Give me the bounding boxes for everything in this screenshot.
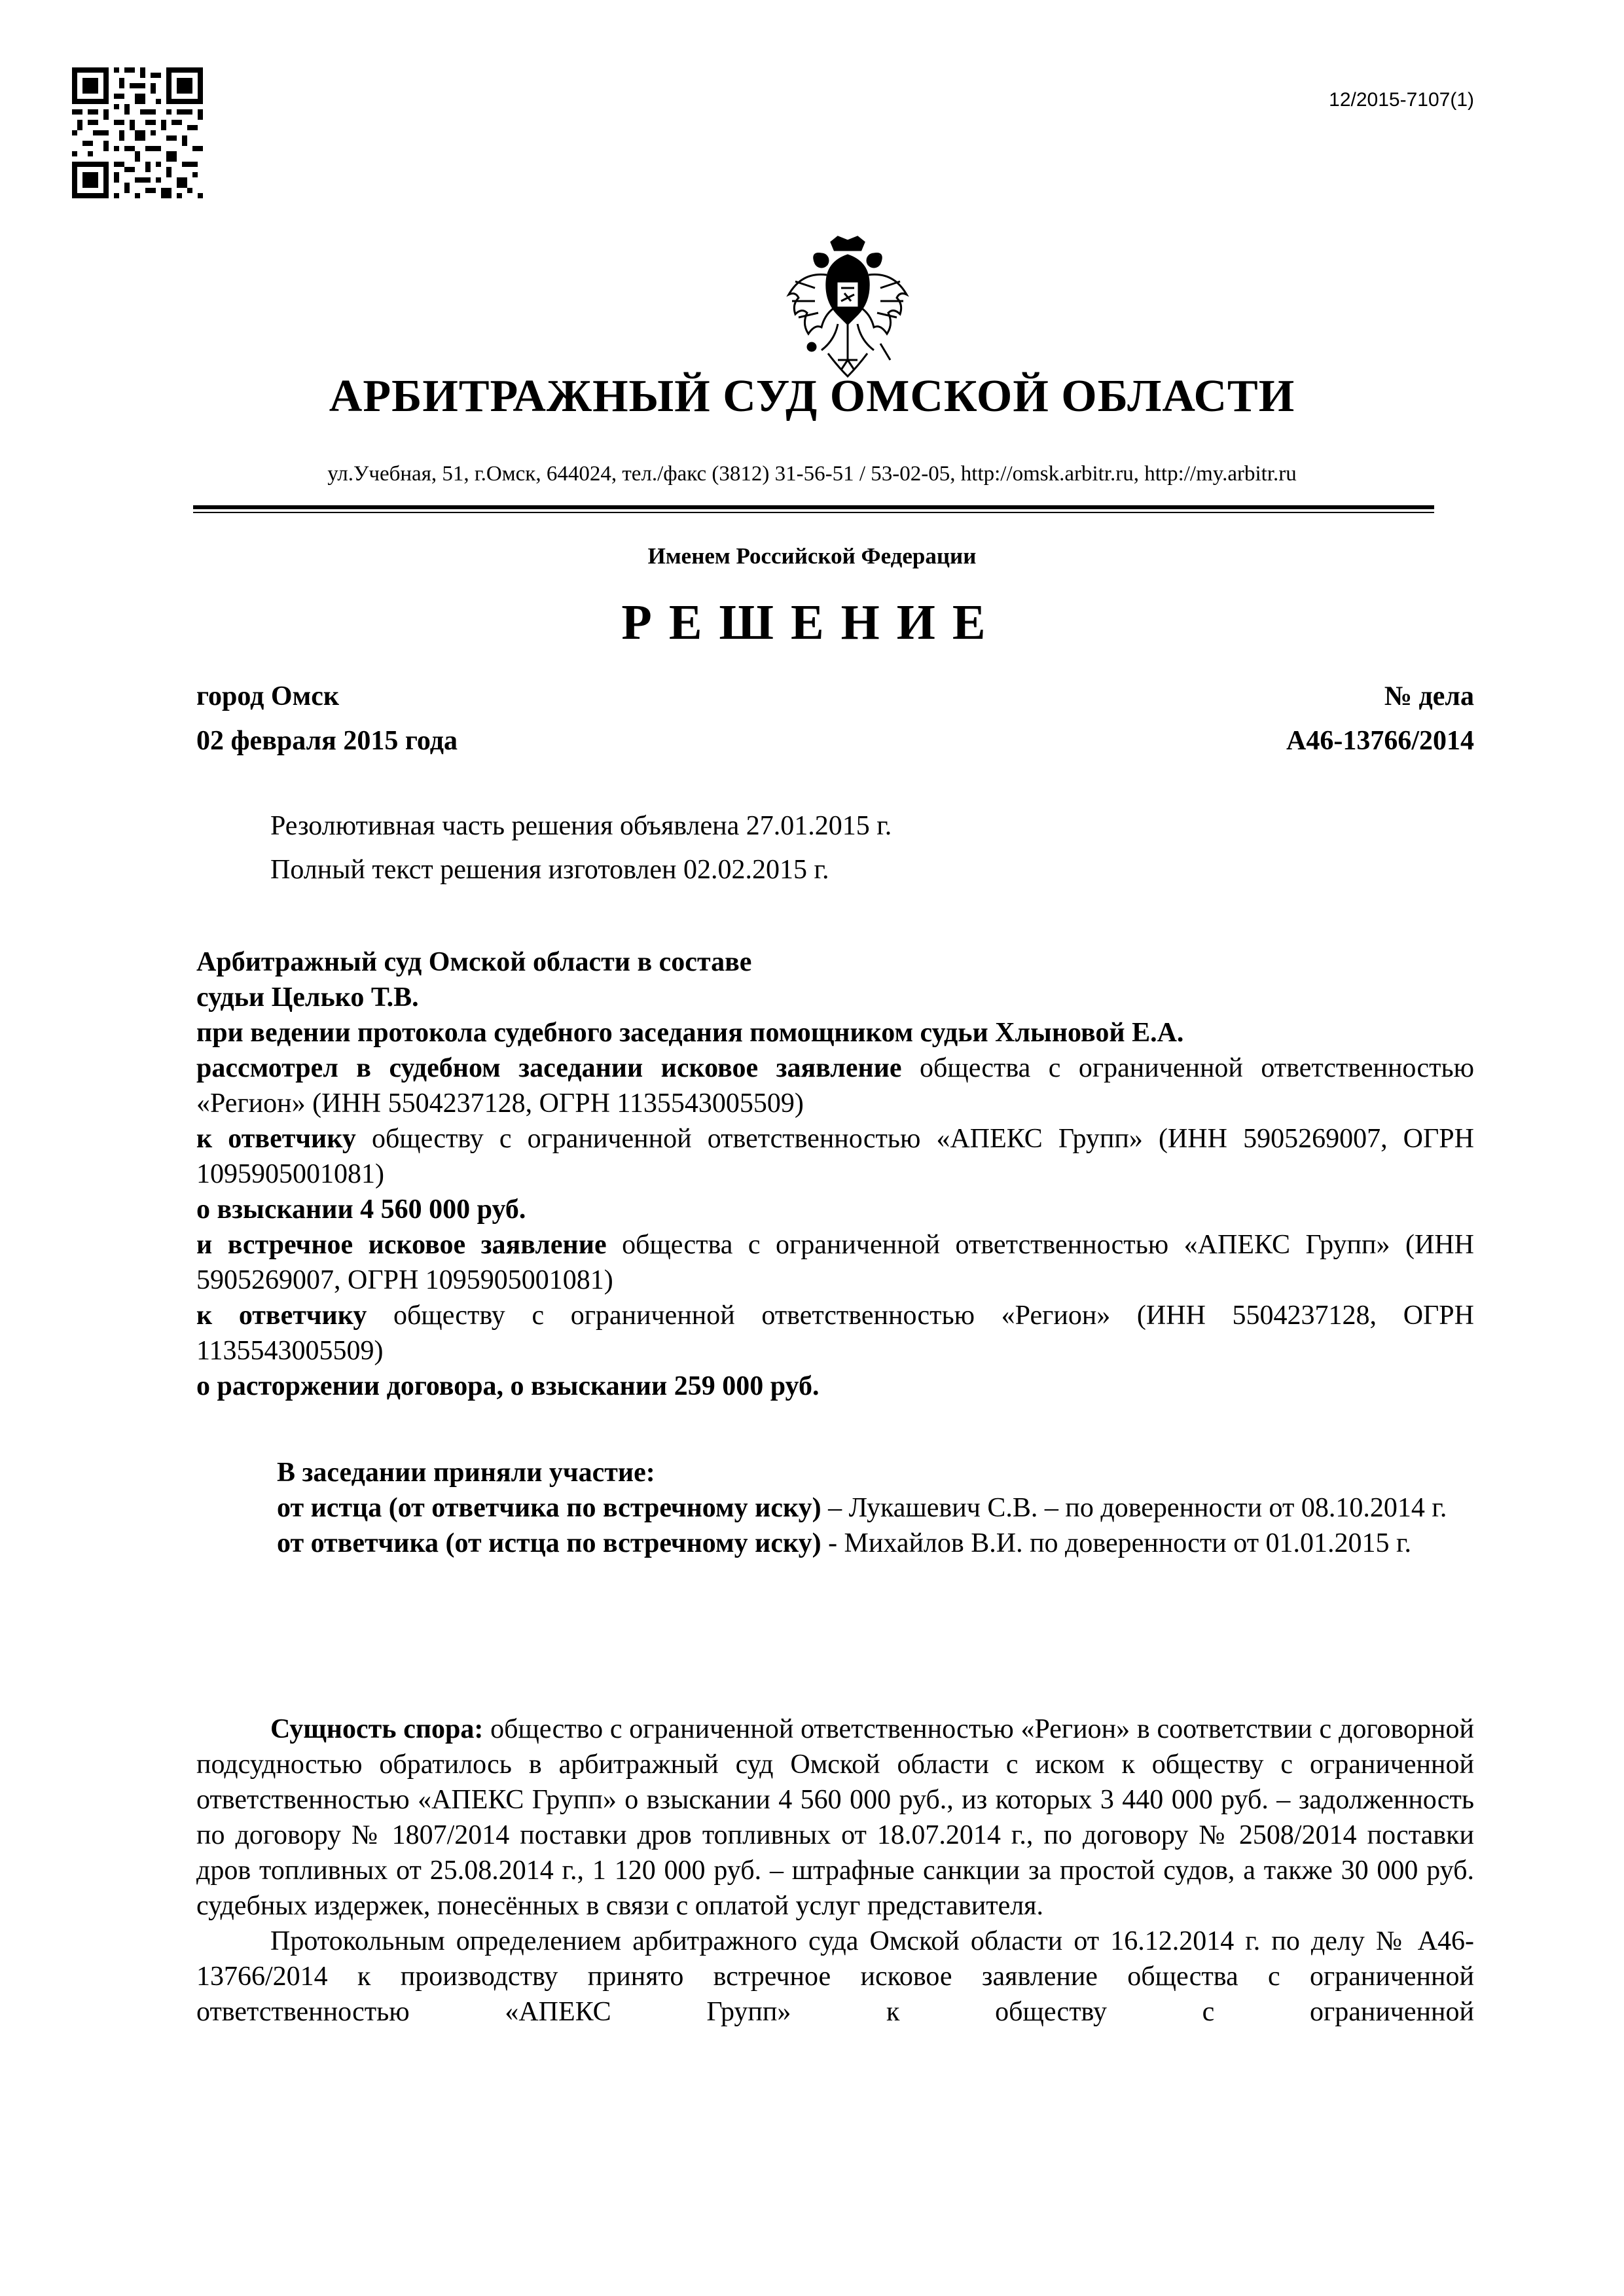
- defendant-label: к ответчику: [196, 1124, 356, 1154]
- claim-paragraph: [196, 1050, 1474, 1121]
- essence-text: общество с ограниченной ответственностью «Регион» в соответствии с договорной подсудностью обратилось в арбитражный суд Омской области с иском к обществу с ограниченной ответственностью «АПЕКС Групп» о взыскании 4 560 000 руб., из которых 3 440 000 руб. – задолженность по договору № 1807/2014 поставки дров топливных от 18.07.2014 г., по договору № 2508/2014 поставки дров топливных от 25.08.2014 г., 1 120 000 руб. – штрафные санкции за простой судов, а также 30 000 руб. судебных издержек, понесённых в связи с оплатой услуг представителя.: [196, 1714, 1475, 1921]
- coat-of-arms-emblem: [776, 236, 920, 383]
- counter-claim-label: и встречное исковое заявление: [196, 1230, 607, 1260]
- claim-label: рассмотрел в судебном заседании исковое заявление: [196, 1053, 902, 1083]
- city: город Омск: [196, 681, 340, 711]
- counter-defendant-text: обществу с ограниченной ответственностью «Регион» (ИНН 5504237128, ОГРН 1135543005509): [196, 1300, 1474, 1366]
- defendant-rep-label: от ответчика (от истца по встречному иску): [277, 1528, 821, 1558]
- court-name: АРБИТРАЖНЫЙ СУД ОМСКОЙ ОБЛАСТИ: [329, 371, 1295, 422]
- document-number: 12/2015-7107(1): [1329, 89, 1474, 111]
- court-composition: [196, 944, 1474, 1404]
- header-divider-thin: [193, 512, 1434, 513]
- protocol-paragraph: Протокольным определением арбитражного суда Омской области от 16.12.2014 г. по делу № А46-13766/2014 к производству принято встречное исковое заявление общества с ограниченной ответственностью «АПЕКС Групп» к обществу с ограниченной: [196, 1926, 1474, 2027]
- header-divider: [193, 505, 1434, 509]
- resolution-announced: Резолютивная часть решения объявлена 27.01.2015 г.: [270, 811, 892, 841]
- case-number: А46-13766/2014: [1286, 726, 1474, 756]
- counter-defendant-label: к ответчику: [196, 1300, 367, 1331]
- qr-code: [72, 67, 203, 198]
- essence-label: Сущность спора:: [270, 1714, 484, 1744]
- plaintiff-label: от истца (от ответчика по встречному иску): [277, 1493, 821, 1523]
- claim-text: общества с ограниченной ответственностью «Регион» (ИНН 5504237128, ОГРН 1135543005509): [196, 1053, 1474, 1119]
- plaintiff-text: – Лукашевич С.В. – по доверенности от 08.10.2014 г.: [828, 1493, 1447, 1523]
- counter-defendant-paragraph: [196, 1298, 1474, 1369]
- essence-paragraph: [196, 1712, 1474, 1924]
- plaintiff-representative: [196, 1490, 1474, 1526]
- court-line: Арбитражный суд Омской области в составе: [196, 947, 752, 977]
- dispute-essence: [196, 1712, 1474, 2030]
- counter-claim-paragraph: [196, 1227, 1474, 1298]
- decision-date: 02 февраля 2015 года: [196, 726, 458, 756]
- defendant-rep-text: - Михайлов В.И. по доверенности от 01.01.2015 г.: [828, 1528, 1412, 1558]
- full-text-prepared: Полный текст решения изготовлен 02.02.2015 г.: [270, 855, 829, 885]
- secretary-line: при ведении протокола судебного заседания помощником судьи Хлыновой Е.А.: [196, 1018, 1184, 1048]
- participants: [196, 1455, 1474, 1561]
- defendant-representative: [196, 1526, 1474, 1561]
- document-type: РЕШЕНИЕ: [621, 595, 1003, 650]
- defendant-paragraph: [196, 1121, 1474, 1192]
- defendant-text: обществу с ограниченной ответственностью «АПЕКС Групп» (ИНН 5905269007, ОГРН 1095905001081): [196, 1124, 1474, 1189]
- participants-heading: В заседании приняли участие:: [277, 1458, 655, 1488]
- counter-claim-subject: о расторжении договора, о взыскании 259 000 руб.: [196, 1371, 820, 1401]
- judge-line: судьи Целько Т.В.: [196, 982, 419, 1013]
- on-behalf-heading: Именем Российской Федерации: [647, 543, 977, 569]
- counter-claim-text: общества с ограниченной ответственностью «АПЕКС Групп» (ИНН 5905269007, ОГРН 1095905001081): [196, 1230, 1474, 1295]
- court-address: ул.Учебная, 51, г.Омск, 644024, тел./факс (3812) 31-56-51 / 53-02-05, http://omsk.arbitr.ru, http://my.arbitr.ru: [327, 462, 1297, 486]
- claim-subject: о взыскании 4 560 000 руб.: [196, 1194, 526, 1225]
- case-number-label: № дела: [1384, 681, 1474, 711]
